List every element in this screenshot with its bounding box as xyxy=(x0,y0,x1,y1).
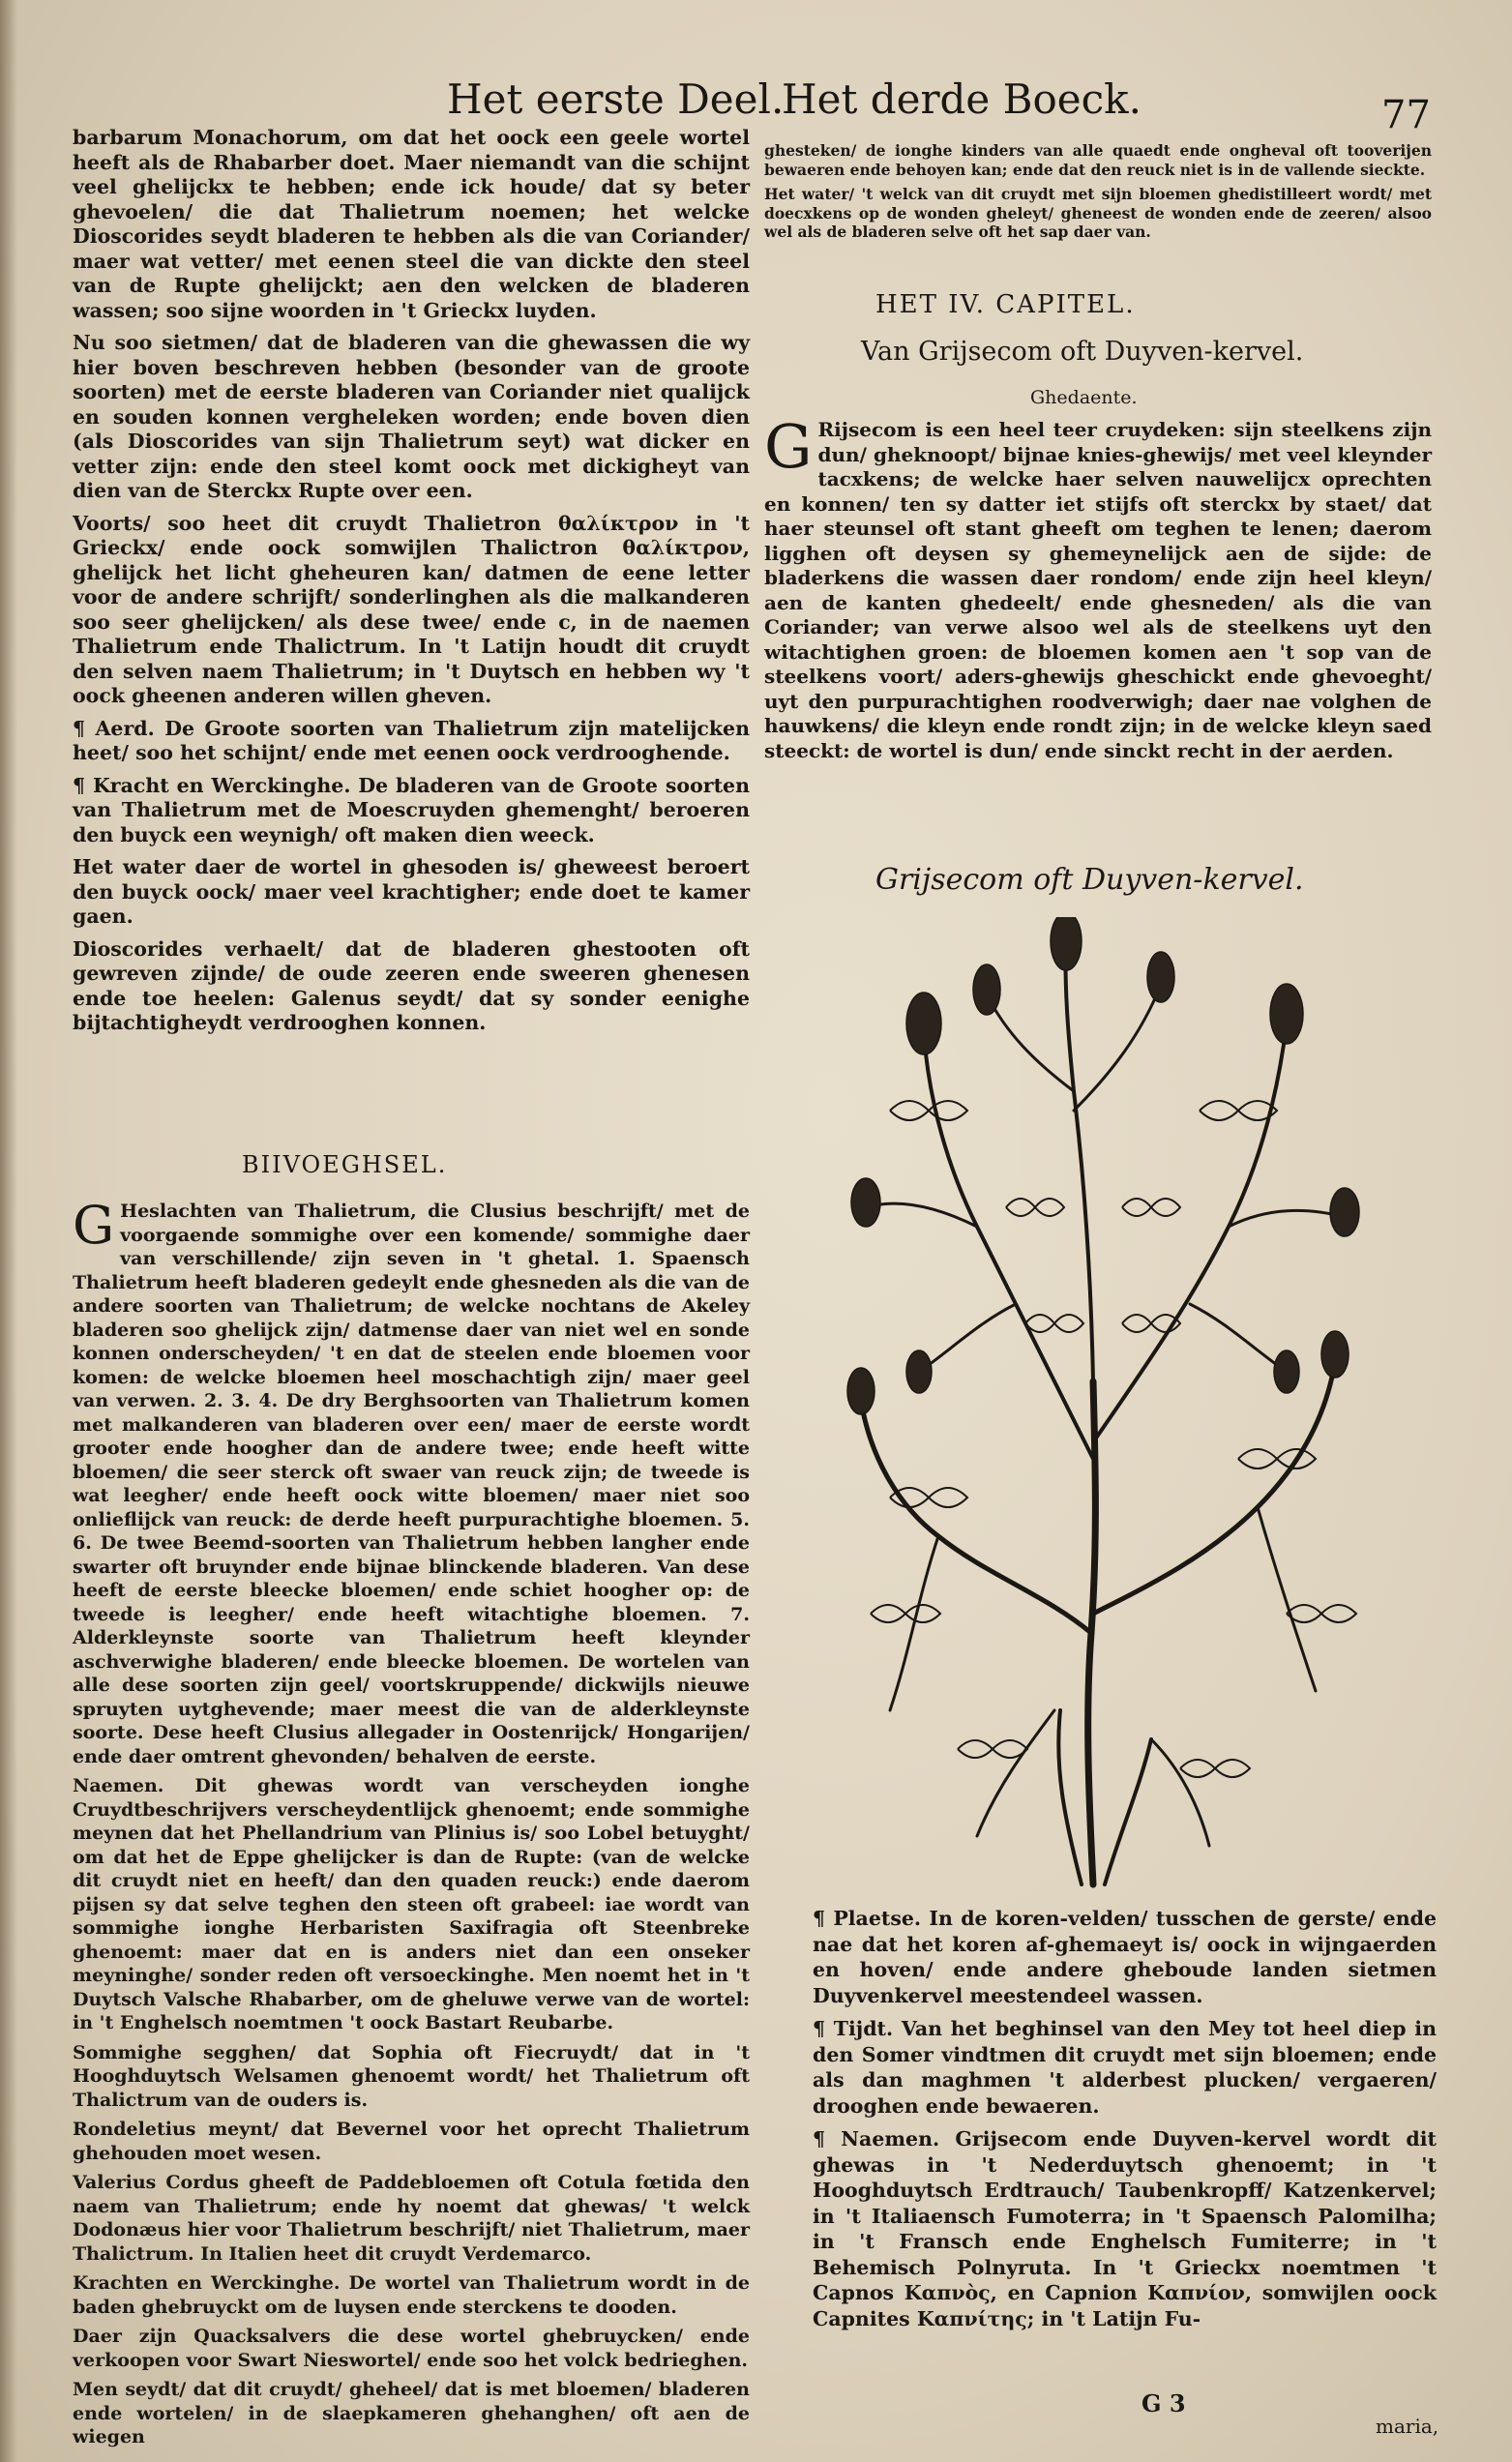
paragraph: ¶ Naemen. Grijsecom ende Duyven-kervel wordt dit ghewas in 't Nederduytsch ghenoemt; in 't Hooghduytsch Erdtrauch/ Taubenkropff/ Katzenkervel; in 't Italiaensch Fumoterra; in 't Spaensch Palomilha; in 't Fransch ende Enghelsch Fumiterre; in 't Behemisch Polnyruta. In 't Grieckx noemtmen 't Capnos Καπνὸς, en Capnion Καπνίον, somwijlen oock Capnites Καπνίτης; in 't Latijn Fu- xyxy=(813,2127,1437,2330)
chapter-text xyxy=(764,411,1432,771)
paragraph: Valerius Cordus gheeft de Paddebloemen oft Cotula fœtida den naem van Thalietrum; ende hy noemt dat ghewas/ 't welck Dodonæus hier voor Thalietrum beschrijft/ niet Thalietrum, maer Thalictrum. In Italien heet dit cruydt Verdemarco. xyxy=(73,2172,750,2265)
paragraph-text: Rijsecom is een heel teer cruydeken: sijn steelkens zijn dun/ gheknoopt/ bijnae knies-ghewijs/ met veel kleynder tacxkens; de welcke haer selven nauwelijcx oprechten en konnen/ ten sy datter iet stijfs oft sterckx by staet/ dat haer steunsel oft stant gheeft om teghen te lenen; daerom ligghen oft deysen sy ghemeynelijck aen de sijde: de bladerkens die wassen daer rondom/ ende zijn heel kleyn/ aen de kanten ghedeelt/ ende ghesneden/ als die van Coriander; van verwe alsoo wel als de steelkens uyt den witachtighen groen: de bloemen komen aen 't sop van de steelkens voort/ aders-ghewijs gheschickt ende ghevoeght/ uyt den purpurachtighen roodverwigh; daer nae volghen de hauwkens/ die kleyn ende rondt zijn; in de welcke kleyn saed steeckt: de wortel is dun/ ende sinckt recht in der aerden. xyxy=(764,418,1432,762)
paragraph: Daer zijn Quacksalvers die dese wortel ghebruycken/ ende verkoopen voor Swart Nieswortel/ ende soo het volck bedrieghen. xyxy=(73,2326,750,2371)
page-number: 77 xyxy=(1381,93,1431,137)
chapter-subtitle: Van Grijsecom oft Duyven-kervel. xyxy=(861,337,1304,367)
page-shadow xyxy=(0,0,17,2462)
paragraph: Voorts/ soo heet dit cruydt Thalietron θαλίκτρον in 't Grieckx/ ende oock somwijlen Thalictron θαλίκτρον, ghelijck het licht gheheuren kan/ datmen de eene letter voor de andere schrijft/ sonderlinghen als die malkanderen soo seer ghelijcken/ als dese twee/ ende c, in de naemen Thalietrum ende Thalictrum. In 't Latijn houdt dit cruydt den selven naem Thalietrum; in 't Duytsch en hebben wy 't oock gheenen anderen willen gheven. xyxy=(73,511,750,707)
paragraph: ¶ Plaetse. In de koren-velden/ tusschen de gerste/ ende nae dat het koren af-ghemaeyt is/ oock in wijngaerden en hoven/ ende andere gheboude landen sietmen Duyvenkervel meestendeel wassen. xyxy=(813,1907,1437,2007)
paragraph: ghesteken/ de ionghe kinders van alle quaedt ende ongheval oft tooverijen bewaeren ende behoyen kan; ende dat den reuck niet is in de vallende sieckte. xyxy=(764,141,1432,179)
chapter-heading: HET IV. CAPITEL. xyxy=(875,290,1136,319)
running-header-book: Het derde Boeck. xyxy=(782,75,1141,123)
paragraph: Naemen. Dit ghewas wordt van verscheyden ionghe Cruydtbeschrijvers verscheydentlijck ghenoemt; ende sommighe meynen dat het Phellandrium van Plinius is/ soo Lobel betuyght/ om dat het de Eppe ghelijcker is dan de Rupte: (van de welcke dit cruydt niet en heeft/ dan den quaden reuck:) ende daerom pijsen sy dat selve teghen den steen oft grabeel: iae wordt van sommighe ionghe Herbaristen Saxifragia oft Steenbreke ghenoemt: maer dat en is anders niet dan een onseker meyninghe/ sonder reden oft versoeckinghe. Men noemt het in 't Duytsch Valsche Rhabarber, om de gheluwe verwe van de wortel: in 't Enghelsch noemtmen 't oock Bastart Reubarbe. xyxy=(73,1775,750,2033)
right-column-top xyxy=(764,141,1432,248)
paragraph: barbarum Monachorum, om dat het oock een geele wortel heeft als de Rhabarber doet. Maer niemandt van die schijnt veel ghelijckx te hebben; ende ick houde/ dat sy beter ghevoelen/ die dat Thalietrum noemen; het welcke Dioscorides seydt bladeren te hebben als die van Coriander/ maer wat vetter/ met eenen steel die van dickte den steel van de Rupte ghelijckt; aen den welcken de bladeren wassen; soo sijne woorden in 't Grieckx luyden. xyxy=(73,126,750,322)
paragraph: ¶ Tijdt. Van het beghinsel van den Mey tot heel diep in den Somer vindtmen dit cruydt met sijn bloemen; ende als dan maghmen 't alderbest plucken/ vergaeren/ drooghen ende bewaeren. xyxy=(813,2017,1437,2118)
signature-mark: G 3 xyxy=(1141,2389,1186,2418)
paragraph: Dioscorides verhaelt/ dat de bladeren ghestooten oft gewreven zijnde/ de oude zeeren ende sweeren ghenesen ende toe heelen: Galenus seydt/ dat sy sonder eenighe bijtachtigheydt verdrooghen konnen. xyxy=(73,936,750,1034)
section-label: Ghedaente. xyxy=(1030,387,1138,408)
left-column xyxy=(73,126,750,1044)
drop-cap: G xyxy=(764,411,813,482)
drop-cap: G xyxy=(73,1195,115,1256)
supplement-column xyxy=(73,1195,750,2455)
paragraph-text: Heslachten van Thalietrum, die Clusius beschrijft/ met de voorgaende sommighe over een komende/ sommighe daer van verschillende/ zijn seven in 't ghetal. 1. Spaensch Thalietrum heeft bladeren gedeylt ende ghesneden als die van de andere soorten van Thalietrum; de welcke nochtans de Akeley bladeren soo ghelijck zijn/ datmense daer van niet wel en sonde konnen onderscheyden/ 't en dat de steelen ende bloemen voor komen: de welcke bloemen heel moschachtigh zijn/ maer geel van verwen. 2. 3. 4. De dry Berghsoorten van Thalietrum komen met malkanderen van bladeren over een/ maer de eerste wordt grooter ende hoogher dan de andere twee; ende heeft witte bloemen/ die seer sterck oft swaer van reuck zijn; de tweede is wat leegher/ ende heeft oock witte bloemen/ maer niet soo onlieflijck van reuck: de derde heeft purpurachtighe bloemen. 5. 6. De twee Beemd-soorten van Thalietrum hebben langher ende swarter oft bruynder ende bijnae blinckende bladeren. Van dese heeft de eerste bleecke bloemen/ ende schiet hoogher op: de tweede is leegher/ ende heeft witachtighe bloemen. 7. Alderkleynste soorte van Thalietrum heeft kleynder aschverwighe bladeren/ ende bleecke bloemen. De wortelen van alle dese soorten zijn geel/ voortskruppende/ dickwijls nieuwe spruyten uytghevende; maer meest die van de alderkleynste soorte. Dese heeft Clusius allegader in Oostenrijck/ Hongarijen/ ende daer omtrent ghevonden/ behalven de eerste. xyxy=(73,1201,750,1767)
paragraph xyxy=(73,1195,750,1768)
paragraph: Sommighe segghen/ dat Sophia oft Fiecruydt/ dat in 't Hooghduytsch Welsamen ghenoemt wordt/ het Thalietrum oft Thalictrum van de ouders is. xyxy=(73,2041,750,2111)
right-column-bottom xyxy=(813,1906,1437,2339)
paragraph: ¶ Kracht en Werckinghe. De bladeren van de Groote soorten van Thalietrum met de Moescruyden ghemenght/ beroeren den buyck een weynigh/ oft maken dien weeck. xyxy=(73,773,750,846)
paragraph: Rondeletius meynt/ dat Bevernel voor het oprecht Thalietrum ghehouden moet wesen. xyxy=(73,2119,750,2164)
paragraph xyxy=(764,411,1432,763)
running-header-part: Het eerste Deel. xyxy=(447,75,785,123)
catchword: maria, xyxy=(1376,2415,1439,2438)
supplement-heading: BIIVOEGHSEL. xyxy=(242,1151,448,1178)
paragraph: Het water/ 't welck van dit cruydt met sijn bloemen ghedistilleert wordt/ met doecxkens op de wonden gheleyt/ gheneest de wonden ende de zeeren/ alsoo wel als de bladeren selve oft het sap daer van. xyxy=(764,185,1432,241)
fumitory-woodcut-illustration xyxy=(832,917,1374,1894)
paragraph: Nu soo sietmen/ dat de bladeren van die ghewassen die wy hier boven beschreven hebben (besonder van de groote soorten) met de eerste bladeren van Coriander niet qualijck en souden konnen vergheleken worden; ende boven dien (als Dioscorides van sijn Thalietrum seyt) wat dicker en vetter zijn: ende den steel komt oock met dickigheyt van dien van de Sterckx Rupte over een. xyxy=(73,331,750,502)
paragraph: Men seydt/ dat dit cruydt/ gheheel/ dat is met bloemen/ bladeren ende wortelen/ in de slaepkameren ghehanghen/ oft aen de wiegen xyxy=(73,2379,750,2447)
figure-caption: Grijsecom oft Duyven-kervel. xyxy=(875,863,1304,897)
paragraph: Het water daer de wortel in ghesoden is/ gheweest beroert den buyck oock/ maer veel krachtigher; ende doet te kamer gaen. xyxy=(73,855,750,928)
paragraph: ¶ Aerd. De Groote soorten van Thalietrum zijn matelijcken heet/ soo het schijnt/ ende met eenen oock verdrooghende. xyxy=(73,716,750,764)
paragraph: Krachten en Werckinghe. De wortel van Thalietrum wordt in de baden ghebruyckt om de luysen ende sterckens te dooden. xyxy=(73,2272,750,2318)
